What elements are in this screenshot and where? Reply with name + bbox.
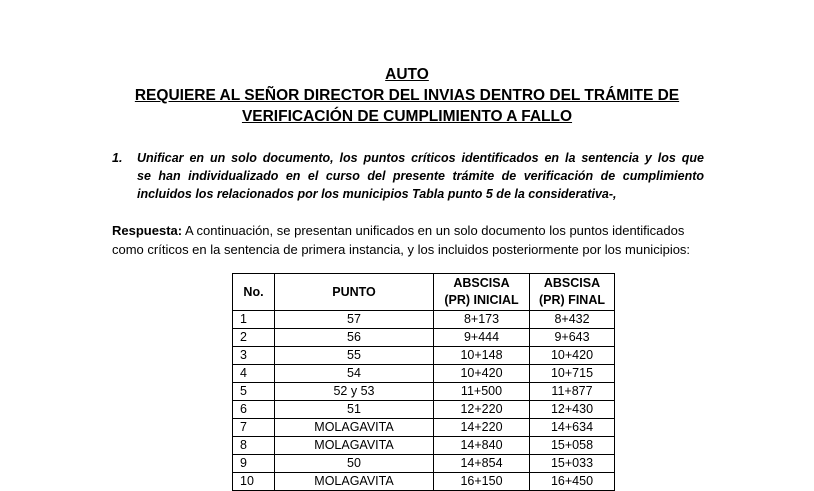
cell-no: 3 <box>233 347 275 365</box>
cell-punto: 55 <box>275 347 434 365</box>
cell-no: 7 <box>233 419 275 437</box>
cell-punto: MOLAGAVITA <box>275 473 434 491</box>
cell-abscisa-final: 11+877 <box>530 383 615 401</box>
table-row <box>233 419 615 437</box>
cell-abscisa-final: 10+715 <box>530 365 615 383</box>
cell-no: 5 <box>233 383 275 401</box>
table-row <box>233 437 615 455</box>
table-row <box>233 455 615 473</box>
header-inicial-line-2: (PR) INICIAL <box>444 293 519 307</box>
title-auto: AUTO <box>385 66 429 83</box>
header-punto: PUNTO <box>275 274 434 311</box>
cell-no: 1 <box>233 311 275 329</box>
response-line-1 <box>112 221 704 240</box>
cell-abscisa-final: 15+058 <box>530 437 615 455</box>
cell-abscisa-final: 8+432 <box>530 311 615 329</box>
cell-abscisa-inicial: 14+840 <box>434 437 530 455</box>
table-row <box>233 401 615 419</box>
table-body <box>233 311 615 491</box>
table-row <box>233 383 615 401</box>
cell-punto: 51 <box>275 401 434 419</box>
item-text <box>137 149 704 203</box>
header-abscisa-final <box>530 274 615 311</box>
item-number: 1. <box>112 151 123 165</box>
title-line-3: VERIFICACIÓN DE CUMPLIMIENTO A FALLO <box>241 108 573 125</box>
table-row <box>233 329 615 347</box>
cell-abscisa-inicial: 9+444 <box>434 329 530 347</box>
cell-abscisa-inicial: 11+500 <box>434 383 530 401</box>
cell-abscisa-inicial: 8+173 <box>434 311 530 329</box>
cell-no: 2 <box>233 329 275 347</box>
cell-no: 4 <box>233 365 275 383</box>
response-label: Respuesta: <box>112 223 183 238</box>
cell-punto: 57 <box>275 311 434 329</box>
cell-abscisa-final: 12+430 <box>530 401 615 419</box>
response-line-2: como críticos en la sentencia de primera instancia, y los incluidos posteriormente por los municipios: <box>112 242 691 257</box>
cell-abscisa-final: 16+450 <box>530 473 615 491</box>
cell-abscisa-final: 9+643 <box>530 329 615 347</box>
table-row <box>233 347 615 365</box>
cell-punto: 56 <box>275 329 434 347</box>
cell-abscisa-inicial: 14+220 <box>434 419 530 437</box>
cell-abscisa-final: 14+634 <box>530 419 615 437</box>
cell-abscisa-inicial: 16+150 <box>434 473 530 491</box>
cell-abscisa-inicial: 10+148 <box>434 347 530 365</box>
header-inicial-line-1: ABSCISA <box>453 276 510 290</box>
points-table <box>232 273 615 491</box>
cell-abscisa-final: 10+420 <box>530 347 615 365</box>
title-line-2: REQUIERE AL SEÑOR DIRECTOR DEL INVIAS DENTRO DEL TRÁMITE DE <box>134 87 680 104</box>
table-row <box>233 311 615 329</box>
cell-punto: 54 <box>275 365 434 383</box>
cell-punto: MOLAGAVITA <box>275 437 434 455</box>
response-text-1: A continuación, se presentan unificados en un solo documento los puntos identificados <box>182 223 685 238</box>
cell-punto: 50 <box>275 455 434 473</box>
table-row <box>233 365 615 383</box>
item-line: incluidos los relacionados por los municipios Tabla punto 5 de la considerativa-, <box>137 187 617 201</box>
cell-punto: 52 y 53 <box>275 383 434 401</box>
cell-abscisa-inicial: 10+420 <box>434 365 530 383</box>
cell-abscisa-inicial: 12+220 <box>434 401 530 419</box>
cell-no: 6 <box>233 401 275 419</box>
item-line: se han individualizado en el curso del presente trámite de verificación de cumplimiento <box>137 169 704 183</box>
cell-no: 9 <box>233 455 275 473</box>
item-line: Unificar en un solo documento, los puntos críticos identificados en la sentencia y los que <box>137 151 704 165</box>
cell-abscisa-inicial: 14+854 <box>434 455 530 473</box>
table-header-row <box>233 274 615 311</box>
header-abscisa-inicial <box>434 274 530 311</box>
cell-no: 8 <box>233 437 275 455</box>
cell-abscisa-final: 15+033 <box>530 455 615 473</box>
header-final-line-1: ABSCISA <box>543 276 601 290</box>
header-no: No. <box>233 274 275 311</box>
cell-punto: MOLAGAVITA <box>275 419 434 437</box>
header-final-line-2: (PR) FINAL <box>539 293 605 307</box>
response-paragraph <box>112 221 704 259</box>
cell-no: 10 <box>233 473 275 491</box>
